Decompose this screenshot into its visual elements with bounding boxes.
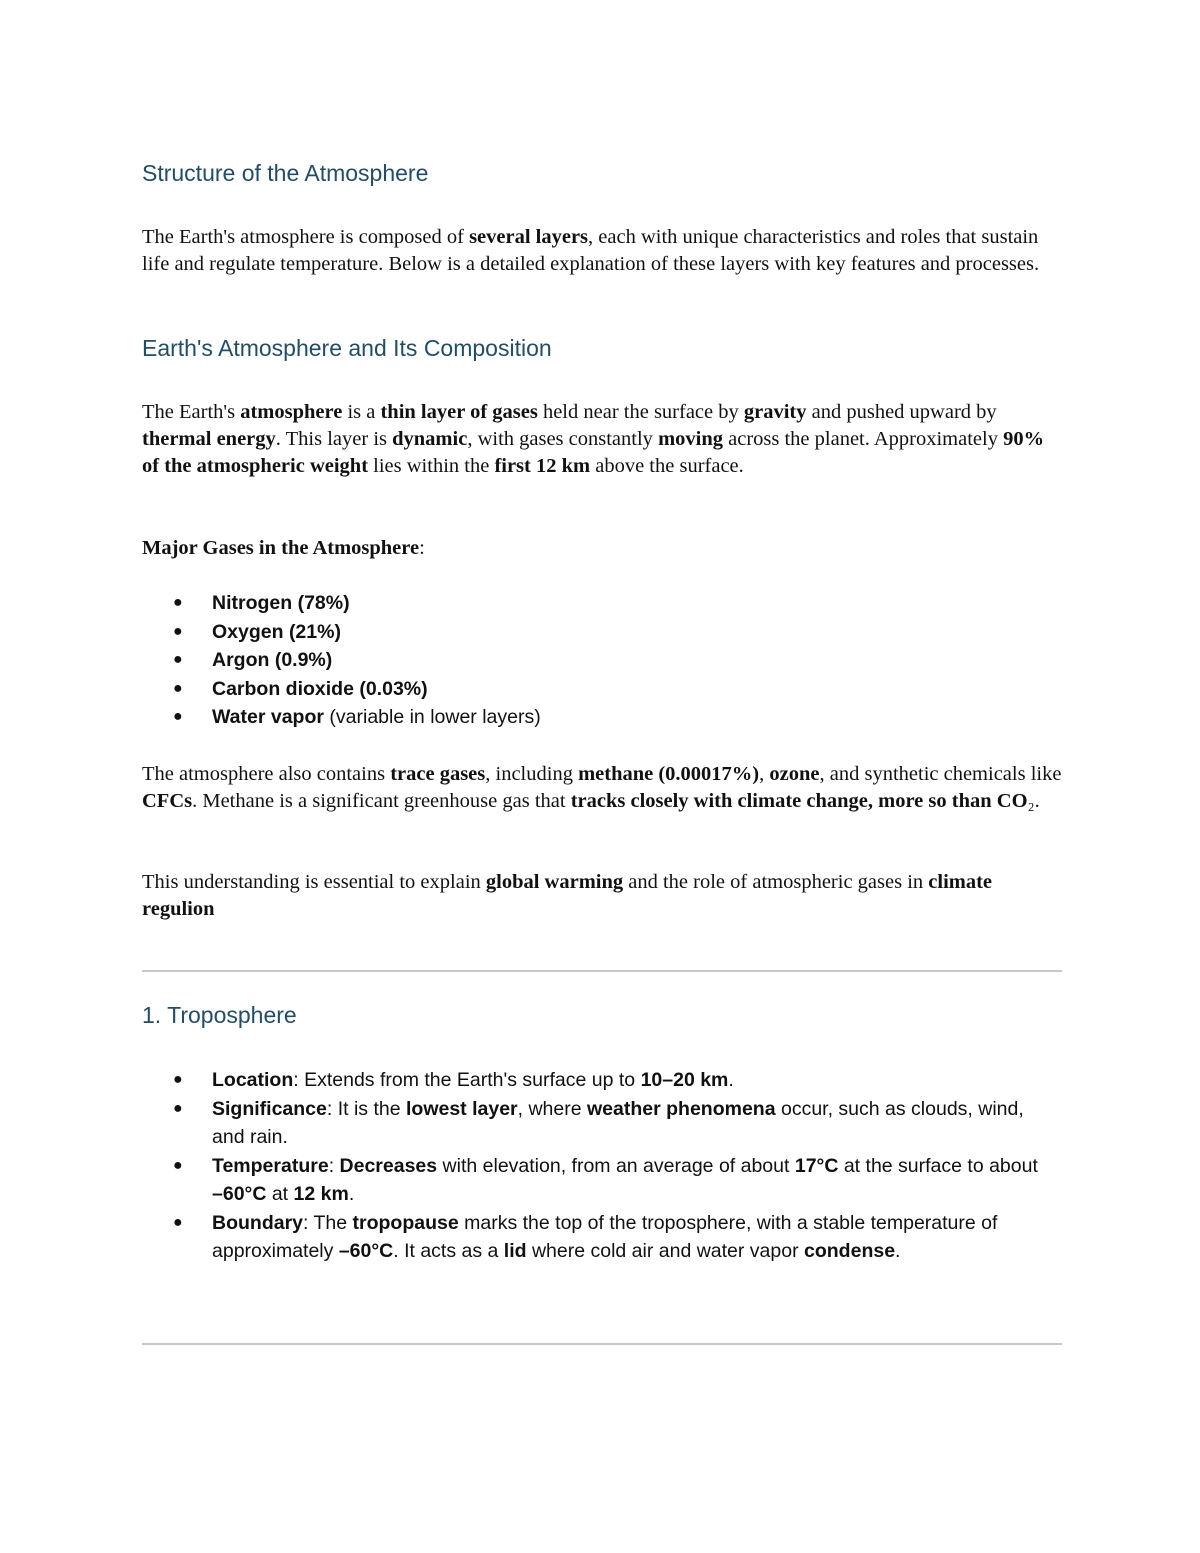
bold-text: tropopause xyxy=(352,1211,459,1234)
list-item-significance xyxy=(142,1095,1052,1152)
bullet-icon: ● xyxy=(173,708,183,725)
text: , where xyxy=(517,1097,588,1120)
bold-text: Temperature xyxy=(212,1154,329,1177)
intro-paragraph xyxy=(142,224,1062,278)
text: The atmosphere also contains xyxy=(142,763,391,785)
bullet-icon: ● xyxy=(173,1156,183,1174)
bullet-icon: ● xyxy=(173,1213,183,1231)
list-item-location xyxy=(142,1066,1052,1095)
text: . Methane is a significant greenhouse gas that xyxy=(192,790,571,812)
bullet-icon: ● xyxy=(173,651,183,668)
text: , each with unique characteristics and roles that sustain life and regulate temperature. Below is a detailed explanation of these layers with key features and processes. xyxy=(142,226,1040,275)
list-item xyxy=(142,589,1052,618)
bold-text: 12 km xyxy=(293,1183,349,1205)
gases-list xyxy=(142,589,1052,732)
bold-text: condense xyxy=(804,1240,896,1262)
text: is a xyxy=(342,401,381,423)
bold-text: Major Gases in the Atmosphere xyxy=(142,537,420,559)
bullet-icon: ● xyxy=(173,1099,183,1117)
heading-structure-of-atmosphere: Structure of the Atmosphere xyxy=(142,160,429,186)
heading-troposphere: 1. Troposphere xyxy=(142,1002,297,1028)
text: across the planet. Approximately xyxy=(723,428,1004,450)
text: , with gases constantly xyxy=(467,428,659,450)
horizontal-divider xyxy=(142,970,1062,972)
bold-text: Significance xyxy=(212,1097,327,1120)
list-item-temperature xyxy=(142,1152,1052,1209)
text: lies within the xyxy=(368,455,495,477)
text: , including xyxy=(485,763,579,785)
text: , and synthetic chemicals like xyxy=(819,763,1062,785)
list-item-boundary xyxy=(142,1209,1052,1266)
bold-text: dynamic xyxy=(392,428,468,450)
text: . This layer is xyxy=(275,428,393,450)
bullet-icon: ● xyxy=(173,1071,183,1088)
text: : xyxy=(419,537,425,559)
text: The Earth's atmosphere is composed of xyxy=(142,226,470,248)
bold-text: ozone xyxy=(769,763,820,785)
bullet-icon: ● xyxy=(173,594,183,611)
bold-text: tracks closely with climate change, more so than CO xyxy=(570,790,1028,812)
bold-text: –60°C xyxy=(338,1240,394,1262)
bold-text: first 12 km xyxy=(494,455,591,477)
bold-text: several layers xyxy=(469,226,589,248)
text: and pushed upward by xyxy=(806,401,997,423)
text: : Extends from the Earth's surface up to xyxy=(293,1069,641,1091)
horizontal-divider xyxy=(142,1343,1062,1345)
bold-text: 90% of the atmospheric weight xyxy=(142,428,1045,477)
text: : xyxy=(328,1154,340,1177)
text: occur, such as clouds, wind, and rain. xyxy=(212,1097,1024,1148)
text: where cold air and water vapor xyxy=(526,1240,805,1262)
bold-text: Nitrogen (78%) xyxy=(212,592,350,614)
text: at the surface to about xyxy=(838,1154,1038,1177)
text: : The xyxy=(303,1211,353,1234)
major-gases-label xyxy=(142,535,1062,562)
list-item xyxy=(142,618,1052,647)
bold-text: Decreases xyxy=(339,1154,438,1177)
bold-text: –60°C xyxy=(212,1183,267,1205)
text: This understanding is essential to explain xyxy=(142,871,486,893)
text: . It acts as a xyxy=(393,1240,504,1262)
bold-text: lowest layer xyxy=(406,1097,518,1120)
text: . xyxy=(895,1240,901,1262)
list-item xyxy=(142,646,1052,675)
text: . xyxy=(1034,790,1040,812)
text: and the role of atmospheric gases in xyxy=(623,871,929,893)
heading-composition: Earth's Atmosphere and Its Composition xyxy=(142,335,552,361)
bold-text: climate regulion xyxy=(142,871,993,920)
bold-text: Boundary xyxy=(212,1211,304,1234)
bold-text: Carbon dioxide (0.03%) xyxy=(212,677,428,700)
troposphere-list xyxy=(142,1066,1052,1266)
subscript-text: ₂ xyxy=(1027,790,1035,812)
bold-text: trace gases xyxy=(390,763,486,785)
text: held near the surface by xyxy=(537,401,744,423)
text: marks the top of the troposphere, with a stable temperature of approximately xyxy=(212,1211,998,1262)
bold-text: atmosphere xyxy=(240,401,343,423)
bold-text: weather phenomena xyxy=(587,1097,776,1120)
bullet-icon: ● xyxy=(173,622,183,640)
bold-text: 10–20 km xyxy=(640,1069,729,1091)
bold-text: moving xyxy=(658,428,723,450)
text: at xyxy=(266,1183,294,1205)
bold-text: thermal energy xyxy=(142,428,276,450)
bold-text: Water vapor xyxy=(212,706,324,728)
bold-text: Location xyxy=(212,1069,294,1091)
text: (variable in lower layers) xyxy=(323,706,541,728)
bold-text: gravity xyxy=(743,401,807,423)
composition-paragraph xyxy=(142,399,1062,480)
list-item xyxy=(142,703,1052,732)
text: , xyxy=(759,763,770,785)
text: . xyxy=(348,1183,355,1205)
text: : It is the xyxy=(326,1097,406,1120)
understanding-paragraph xyxy=(142,869,1062,923)
bold-text: CFCs xyxy=(142,790,193,812)
bullet-icon: ● xyxy=(173,679,183,697)
text: above the surface. xyxy=(590,455,744,477)
text: . xyxy=(728,1069,734,1091)
bold-text: Argon (0.9%) xyxy=(212,649,333,671)
bold-text: 17°C xyxy=(794,1154,839,1177)
bold-text: Oxygen (21%) xyxy=(212,620,341,643)
list-item xyxy=(142,675,1052,704)
text: with elevation, from an average of about xyxy=(437,1154,795,1177)
text: The Earth's xyxy=(142,401,241,423)
bold-text: methane (0.00017%) xyxy=(578,763,760,785)
bold-text: global warming xyxy=(485,871,624,893)
bold-text: lid xyxy=(503,1240,527,1262)
bold-text: thin layer of gases xyxy=(380,401,538,423)
trace-gases-paragraph xyxy=(142,761,1062,815)
